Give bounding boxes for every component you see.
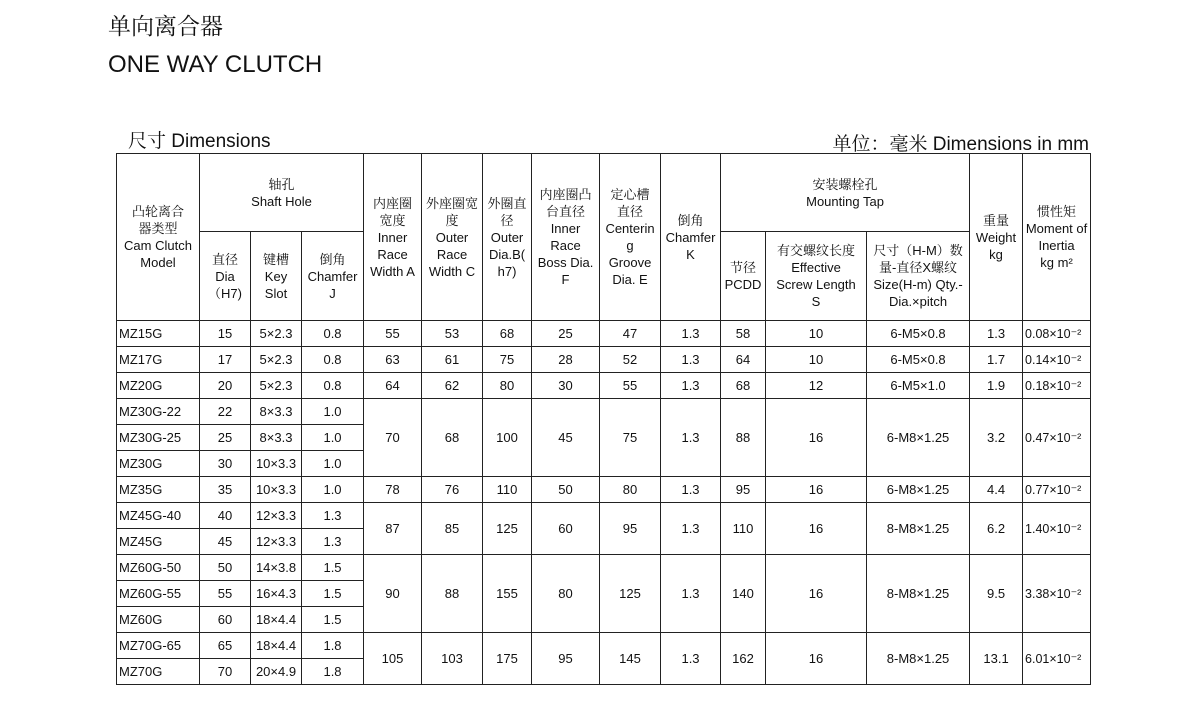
pcd-cell: 95: [721, 477, 766, 503]
size-qty-cell: 6-M8×1.25: [867, 399, 970, 477]
dia-cell: 55: [200, 581, 251, 607]
header-line: 径: [500, 212, 514, 228]
header-line: Chamfer: [307, 268, 358, 284]
table-row: [117, 321, 1091, 347]
header-pcd: [721, 232, 766, 321]
model-cell: MZ60G-50: [117, 555, 200, 581]
header-line: Inner: [550, 221, 581, 236]
header-line: 量-直径X螺纹: [879, 260, 958, 275]
header-line: kg m²: [1040, 255, 1073, 270]
outer-dia-cell: 80: [483, 373, 532, 399]
model-cell: MZ45G-40: [117, 503, 200, 529]
header-line: J: [329, 285, 336, 301]
chamfer-j-cell: 1.0: [302, 425, 364, 451]
header-line: Shaft Hole: [251, 193, 312, 209]
outer-dia-cell: 68: [483, 321, 532, 347]
dia-cell: 50: [200, 555, 251, 581]
header-line: Screw Length: [776, 277, 856, 292]
header-line: 惯性矩: [1037, 204, 1077, 219]
key-slot-cell: 20×4.9: [251, 659, 302, 685]
groove-dia-cell: 95: [600, 503, 661, 555]
pcd-cell: 58: [721, 321, 766, 347]
header-line: Dia.B(: [488, 246, 526, 262]
dimensions-label: 尺寸 Dimensions: [128, 131, 271, 152]
groove-dia-cell: 55: [600, 373, 661, 399]
header-line: Key: [264, 268, 288, 284]
header-line: Slot: [264, 285, 288, 301]
table-row: [117, 503, 1091, 529]
dia-cell: 22: [200, 399, 251, 425]
outer-dia-cell: 100: [483, 399, 532, 477]
header-line: 器类型: [138, 221, 178, 236]
header-line: g: [626, 238, 634, 253]
model-cell: MZ30G-25: [117, 425, 200, 451]
chamfer-k-cell: 1.3: [661, 477, 721, 503]
outer-width-cell: 76: [422, 477, 483, 503]
header-line: 安装螺栓孔: [812, 176, 878, 192]
header-line: Model: [140, 255, 176, 270]
header-key-slot: [251, 232, 302, 321]
pcd-cell: 88: [721, 399, 766, 477]
header-line: 内座圈凸: [539, 187, 592, 202]
header-line: Inertia: [1038, 238, 1075, 253]
chamfer-j-cell: 1.5: [302, 607, 364, 633]
header-line: 外圈直: [487, 195, 527, 211]
model-cell: MZ20G: [117, 373, 200, 399]
header-model: [117, 154, 200, 321]
model-cell: MZ15G: [117, 321, 200, 347]
header-line: Size(H-m) Qty.-: [873, 277, 963, 292]
header-size-qty: [867, 232, 970, 321]
header-line: h7): [497, 263, 517, 279]
key-slot-cell: 10×3.3: [251, 451, 302, 477]
header-line: 有交螺纹长度: [777, 243, 856, 258]
weight-cell: 1.9: [970, 373, 1023, 399]
model-cell: MZ30G-22: [117, 399, 200, 425]
outer-dia-cell: 175: [483, 633, 532, 685]
size-qty-cell: 8-M8×1.25: [867, 503, 970, 555]
screw-length-cell: 16: [766, 633, 867, 685]
header-row-1: [117, 154, 1091, 232]
header-line: Effective: [791, 260, 841, 275]
chamfer-j-cell: 1.0: [302, 477, 364, 503]
key-slot-cell: 18×4.4: [251, 633, 302, 659]
outer-width-cell: 88: [422, 555, 483, 633]
chamfer-j-cell: 1.0: [302, 399, 364, 425]
size-qty-cell: 6-M5×1.0: [867, 373, 970, 399]
boss-dia-cell: 80: [532, 555, 600, 633]
pcd-cell: 110: [721, 503, 766, 555]
key-slot-cell: 10×3.3: [251, 477, 302, 503]
chamfer-k-cell: 1.3: [661, 321, 721, 347]
model-cell: MZ60G: [117, 607, 200, 633]
boss-dia-cell: 95: [532, 633, 600, 685]
outer-width-cell: 85: [422, 503, 483, 555]
header-line: Chamfer: [665, 229, 716, 245]
dia-cell: 25: [200, 425, 251, 451]
header-line: 尺寸（H-M）数: [873, 243, 963, 258]
inner-width-cell: 87: [364, 503, 422, 555]
chamfer-j-cell: 1.5: [302, 581, 364, 607]
chamfer-j-cell: 1.5: [302, 555, 364, 581]
outer-width-cell: 103: [422, 633, 483, 685]
outer-width-cell: 61: [422, 347, 483, 373]
screw-length-cell: 12: [766, 373, 867, 399]
inner-width-cell: 105: [364, 633, 422, 685]
header-line: Dia. E: [612, 272, 648, 287]
page-title-cn: 单向离合器: [108, 14, 223, 40]
inertia-cell: 1.40×10⁻²: [1023, 503, 1091, 555]
header-line: 直径: [211, 251, 238, 267]
header-line: 键槽: [262, 251, 289, 267]
header-line: Boss Dia.: [537, 255, 594, 270]
header-line: Inner: [377, 229, 408, 245]
header-line: Width A: [370, 263, 415, 279]
weight-cell: 6.2: [970, 503, 1023, 555]
table-row: [117, 477, 1091, 503]
outer-width-cell: 62: [422, 373, 483, 399]
model-cell: MZ70G-65: [117, 633, 200, 659]
header-shaft-hole: [200, 154, 364, 232]
header-groove-dia: [600, 154, 661, 321]
chamfer-j-cell: 1.8: [302, 659, 364, 685]
header-inner-race-width: [364, 154, 422, 321]
spec-table: [116, 153, 1091, 685]
weight-cell: 3.2: [970, 399, 1023, 477]
dia-cell: 45: [200, 529, 251, 555]
key-slot-cell: 5×2.3: [251, 321, 302, 347]
header-line: PCDD: [724, 277, 762, 292]
header-line: 外座圈宽: [426, 195, 479, 211]
header-line: F: [561, 272, 570, 287]
key-slot-cell: 16×4.3: [251, 581, 302, 607]
groove-dia-cell: 75: [600, 399, 661, 477]
chamfer-j-cell: 0.8: [302, 321, 364, 347]
model-cell: MZ70G: [117, 659, 200, 685]
weight-cell: 9.5: [970, 555, 1023, 633]
header-line: 内座圈: [373, 195, 413, 211]
screw-length-cell: 16: [766, 399, 867, 477]
header-mounting-tap: [721, 154, 970, 232]
weight-cell: 4.4: [970, 477, 1023, 503]
boss-dia-cell: 28: [532, 347, 600, 373]
header-line: 直径: [617, 204, 644, 219]
outer-dia-cell: 75: [483, 347, 532, 373]
outer-width-cell: 53: [422, 321, 483, 347]
header-line: Moment of: [1025, 221, 1088, 236]
header-line: 台直径: [546, 204, 586, 219]
inner-width-cell: 63: [364, 347, 422, 373]
header-screw-length: [766, 232, 867, 321]
header-line: S: [811, 294, 821, 309]
inner-width-cell: 78: [364, 477, 422, 503]
chamfer-j-cell: 0.8: [302, 373, 364, 399]
key-slot-cell: 18×4.4: [251, 607, 302, 633]
table-row: [117, 347, 1091, 373]
dia-cell: 30: [200, 451, 251, 477]
inertia-cell: 3.38×10⁻²: [1023, 555, 1091, 633]
model-cell: MZ30G: [117, 451, 200, 477]
header-line: kg: [989, 246, 1003, 262]
key-slot-cell: 12×3.3: [251, 529, 302, 555]
boss-dia-cell: 30: [532, 373, 600, 399]
inertia-cell: 0.77×10⁻²: [1023, 477, 1091, 503]
dia-cell: 17: [200, 347, 251, 373]
chamfer-k-cell: 1.3: [661, 373, 721, 399]
header-line: 度: [445, 212, 459, 228]
groove-dia-cell: 47: [600, 321, 661, 347]
pcd-cell: 64: [721, 347, 766, 373]
chamfer-j-cell: 1.3: [302, 503, 364, 529]
header-line: 定心槽: [610, 187, 650, 202]
header-line: Weight: [975, 229, 1017, 245]
key-slot-cell: 8×3.3: [251, 425, 302, 451]
key-slot-cell: 5×2.3: [251, 347, 302, 373]
header-line: （H7): [208, 285, 242, 301]
inner-width-cell: 55: [364, 321, 422, 347]
size-qty-cell: 6-M5×0.8: [867, 347, 970, 373]
header-weight: [970, 154, 1023, 321]
chamfer-j-cell: 1.3: [302, 529, 364, 555]
header-line: 倒角: [319, 251, 346, 267]
chamfer-k-cell: 1.3: [661, 347, 721, 373]
dimensions-unit: 单位：毫米 Dimensions in mm: [832, 134, 1089, 155]
header-line: Outer: [490, 229, 524, 245]
header-line: Width C: [428, 263, 476, 279]
table-row: [117, 633, 1091, 659]
boss-dia-cell: 45: [532, 399, 600, 477]
dia-cell: 70: [200, 659, 251, 685]
inertia-cell: 6.01×10⁻²: [1023, 633, 1091, 685]
header-line: 倒角: [677, 212, 704, 228]
outer-dia-cell: 155: [483, 555, 532, 633]
chamfer-k-cell: 1.3: [661, 399, 721, 477]
table-row: [117, 555, 1091, 581]
screw-length-cell: 16: [766, 555, 867, 633]
table-row: [117, 399, 1091, 425]
header-chamfer-j: [302, 232, 364, 321]
inner-width-cell: 90: [364, 555, 422, 633]
header-line: Dia: [215, 268, 235, 284]
header-moment: [1023, 154, 1091, 321]
inner-width-cell: 64: [364, 373, 422, 399]
dia-cell: 65: [200, 633, 251, 659]
header-outer-race-width: [422, 154, 483, 321]
header-line: 节径: [730, 260, 757, 275]
groove-dia-cell: 52: [600, 347, 661, 373]
groove-dia-cell: 125: [600, 555, 661, 633]
header-line: Mounting Tap: [806, 193, 884, 209]
header-outer-dia: [483, 154, 532, 321]
table-row: [117, 373, 1091, 399]
header-line: Cam Clutch: [124, 238, 192, 253]
header-line: Outer: [435, 229, 469, 245]
size-qty-cell: 6-M8×1.25: [867, 477, 970, 503]
groove-dia-cell: 80: [600, 477, 661, 503]
header-boss-dia: [532, 154, 600, 321]
header-line: Race: [377, 246, 408, 262]
chamfer-j-cell: 1.0: [302, 451, 364, 477]
key-slot-cell: 12×3.3: [251, 503, 302, 529]
boss-dia-cell: 60: [532, 503, 600, 555]
chamfer-j-cell: 1.8: [302, 633, 364, 659]
header-line: 重量: [983, 212, 1010, 228]
inertia-cell: 0.18×10⁻²: [1023, 373, 1091, 399]
pcd-cell: 140: [721, 555, 766, 633]
outer-dia-cell: 125: [483, 503, 532, 555]
pcd-cell: 162: [721, 633, 766, 685]
header-line: 凸轮离合: [131, 204, 184, 219]
inertia-cell: 0.14×10⁻²: [1023, 347, 1091, 373]
boss-dia-cell: 25: [532, 321, 600, 347]
chamfer-j-cell: 0.8: [302, 347, 364, 373]
weight-cell: 1.7: [970, 347, 1023, 373]
dia-cell: 20: [200, 373, 251, 399]
header-line: 宽度: [379, 212, 406, 228]
model-cell: MZ17G: [117, 347, 200, 373]
chamfer-k-cell: 1.3: [661, 503, 721, 555]
inertia-cell: 0.47×10⁻²: [1023, 399, 1091, 477]
outer-dia-cell: 110: [483, 477, 532, 503]
header-line: Race: [550, 238, 581, 253]
screw-length-cell: 16: [766, 477, 867, 503]
header-line: Centerin: [605, 221, 655, 236]
screw-length-cell: 10: [766, 321, 867, 347]
header-line: Race: [436, 246, 468, 262]
groove-dia-cell: 145: [600, 633, 661, 685]
key-slot-cell: 8×3.3: [251, 399, 302, 425]
header-dia: [200, 232, 251, 321]
page-title-en: ONE WAY CLUTCH: [108, 51, 323, 78]
pcd-cell: 68: [721, 373, 766, 399]
header-line: Dia.×pitch: [888, 294, 948, 309]
dia-cell: 35: [200, 477, 251, 503]
key-slot-cell: 14×3.8: [251, 555, 302, 581]
header-line: K: [686, 246, 695, 262]
weight-cell: 1.3: [970, 321, 1023, 347]
dia-cell: 60: [200, 607, 251, 633]
header-line: 轴孔: [268, 176, 295, 192]
model-cell: MZ45G: [117, 529, 200, 555]
model-cell: MZ35G: [117, 477, 200, 503]
dia-cell: 40: [200, 503, 251, 529]
inertia-cell: 0.08×10⁻²: [1023, 321, 1091, 347]
screw-length-cell: 10: [766, 347, 867, 373]
chamfer-k-cell: 1.3: [661, 555, 721, 633]
inner-width-cell: 70: [364, 399, 422, 477]
dia-cell: 15: [200, 321, 251, 347]
size-qty-cell: 8-M8×1.25: [867, 633, 970, 685]
outer-width-cell: 68: [422, 399, 483, 477]
model-cell: MZ60G-55: [117, 581, 200, 607]
weight-cell: 13.1: [970, 633, 1023, 685]
key-slot-cell: 5×2.3: [251, 373, 302, 399]
header-line: Groove: [608, 255, 652, 270]
screw-length-cell: 16: [766, 503, 867, 555]
boss-dia-cell: 50: [532, 477, 600, 503]
chamfer-k-cell: 1.3: [661, 633, 721, 685]
size-qty-cell: 8-M8×1.25: [867, 555, 970, 633]
size-qty-cell: 6-M5×0.8: [867, 321, 970, 347]
header-chamfer-k: [661, 154, 721, 321]
